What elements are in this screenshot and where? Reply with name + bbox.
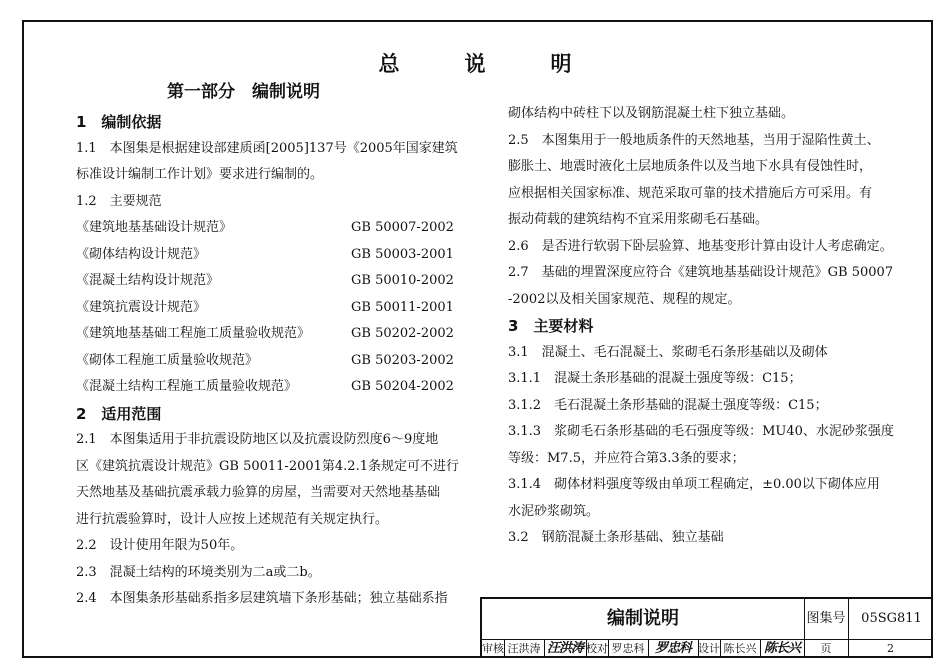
section-heading: 2 适用范围 [76,404,162,423]
standard-name: 《砌体工程施工质量验收规范》 [76,352,259,368]
standard-name: 《混凝土结构设计规范》 [76,273,220,288]
text-line: 3.1.1 混凝土条形基础的混凝土强度等级：C15； [508,371,802,386]
text-line: 水泥砂浆砌筑。 [508,503,600,519]
section-heading: 1 编制依据 [76,113,162,131]
drawing-title: 编制说明 [482,599,805,639]
standard-code: GB 50203-2002 [351,352,454,368]
text-line: 2.5 本图集用于一般地质条件的天然地基，当用于湿陷性黄土、 [508,132,880,148]
standard-code: GB 50003-2001 [351,246,454,262]
designer-signature: 陈长兴 [763,641,800,656]
standard-row [76,348,456,375]
signature-row [482,640,933,658]
part-subtitle: 第一部分 编制说明 [167,82,320,102]
atlas-no: 05SG811 [861,611,922,626]
standard-name: 《砌体结构设计规范》 [76,246,207,262]
standard-code: GB 50202-2002 [351,326,454,341]
standard-row [76,268,456,295]
text-line: 天然地基及基础抗震承载力验算的房屋，当需要对天然地基基础 [76,485,441,500]
designer-name: 陈长兴 [723,642,757,655]
standard-name: 《建筑地基基础工程施工质量验收规范》 [76,326,311,341]
page-title: 总 说 明 [378,52,594,76]
reviewer-name: 汪洪涛 [507,642,541,655]
left-column [76,109,459,613]
page-number: 2 [887,642,894,655]
text-line: 2.4 本图集条形基础系指多层建筑墙下条形基础；独立基础系指 [76,591,448,606]
right-column [508,101,894,552]
standard-row [76,374,456,401]
text-line: -2002以及相关国家规范、规程的规定。 [508,291,741,307]
standard-code: GB 50007-2002 [351,220,454,235]
text-line: 应根据相关国家标准、规范采取可靠的技术措施后方可采用。有 [508,185,873,201]
text-line: 1.2 主要规范 [76,193,162,209]
text-line: 3.1.3 浆砌毛石条形基础的毛石强度等级：MU40、水泥砂浆强度 [508,424,894,439]
standard-row [76,321,456,348]
text-line: 标准设计编制工作计划》要求进行编制的。 [76,167,324,182]
text-line: 1.1 本图集是根据建设部建质函[2005]137号《2005年国家建筑 [76,140,458,156]
text-line: 2.7 基础的埋置深度应符合《建筑地基基础设计规范》GB 50007 [508,265,894,280]
section-heading: 3 主要材料 [508,317,594,335]
check-label: 校对 [586,642,608,655]
page-label: 页 [820,642,832,655]
standard-code: GB 50204-2002 [351,379,454,394]
text-line: 3.1.2 毛石混凝土条形基础的混凝土强度等级：C15； [508,397,828,413]
text-line: 2.3 混凝土结构的环境类别为二a或二b。 [76,564,321,580]
standard-row [76,215,456,242]
text-line: 3.2 钢筋混凝土条形基础、独立基础 [508,530,724,545]
text-line: 振动荷载的建筑结构不宜采用浆砌毛石基础。 [508,212,769,227]
standard-code: GB 50010-2002 [351,273,454,288]
text-line: 等级：M7.5，并应符合第3.3条的要求； [508,450,745,466]
standard-name: 《建筑抗震设计规范》 [76,299,207,315]
text-line: 进行抗震验算时，设计人应按上述规范有关规定执行。 [76,511,389,527]
text-line: 3.1 混凝土、毛石混凝土、浆砌毛石条形基础以及砌体 [508,344,828,360]
text-line: 2.2 设计使用年限为50年。 [76,538,244,553]
text-line: 膨胀土、地震时液化土层地质条件以及当地下水具有侵蚀性时， [508,159,873,174]
standard-row [76,242,456,269]
reviewer-signature: 汪洪涛 [546,641,583,656]
text-line: 2.6 是否进行软弱下卧层验算、地基变形计算由设计人考虑确定。 [508,238,893,254]
design-label: 设计 [698,642,720,655]
checker-signature: 罗忠科 [654,641,691,656]
standard-name: 《混凝土结构工程施工质量验收规范》 [76,379,298,394]
title-block [480,597,933,658]
standard-row [76,295,456,322]
review-label: 审核 [482,642,504,655]
atlas-no-label: 图集号 [804,599,849,639]
text-line: 2.1 本图集适用于非抗震设防地区以及抗震设防烈度6～9度地 [76,432,439,447]
standard-name: 《建筑地基基础设计规范》 [76,220,233,235]
text-line: 区《建筑抗震设计规范》GB 50011-2001第4.2.1条规定可不进行 [76,458,459,474]
standard-code: GB 50011-2001 [351,299,454,315]
checker-name: 罗忠科 [611,642,645,655]
text-line: 3.1.4 砌体材料强度等级由单项工程确定，±0.00以下砌体应用 [508,477,880,492]
text-line: 砌体结构中砖柱下以及钢筋混凝土柱下独立基础。 [508,106,795,121]
